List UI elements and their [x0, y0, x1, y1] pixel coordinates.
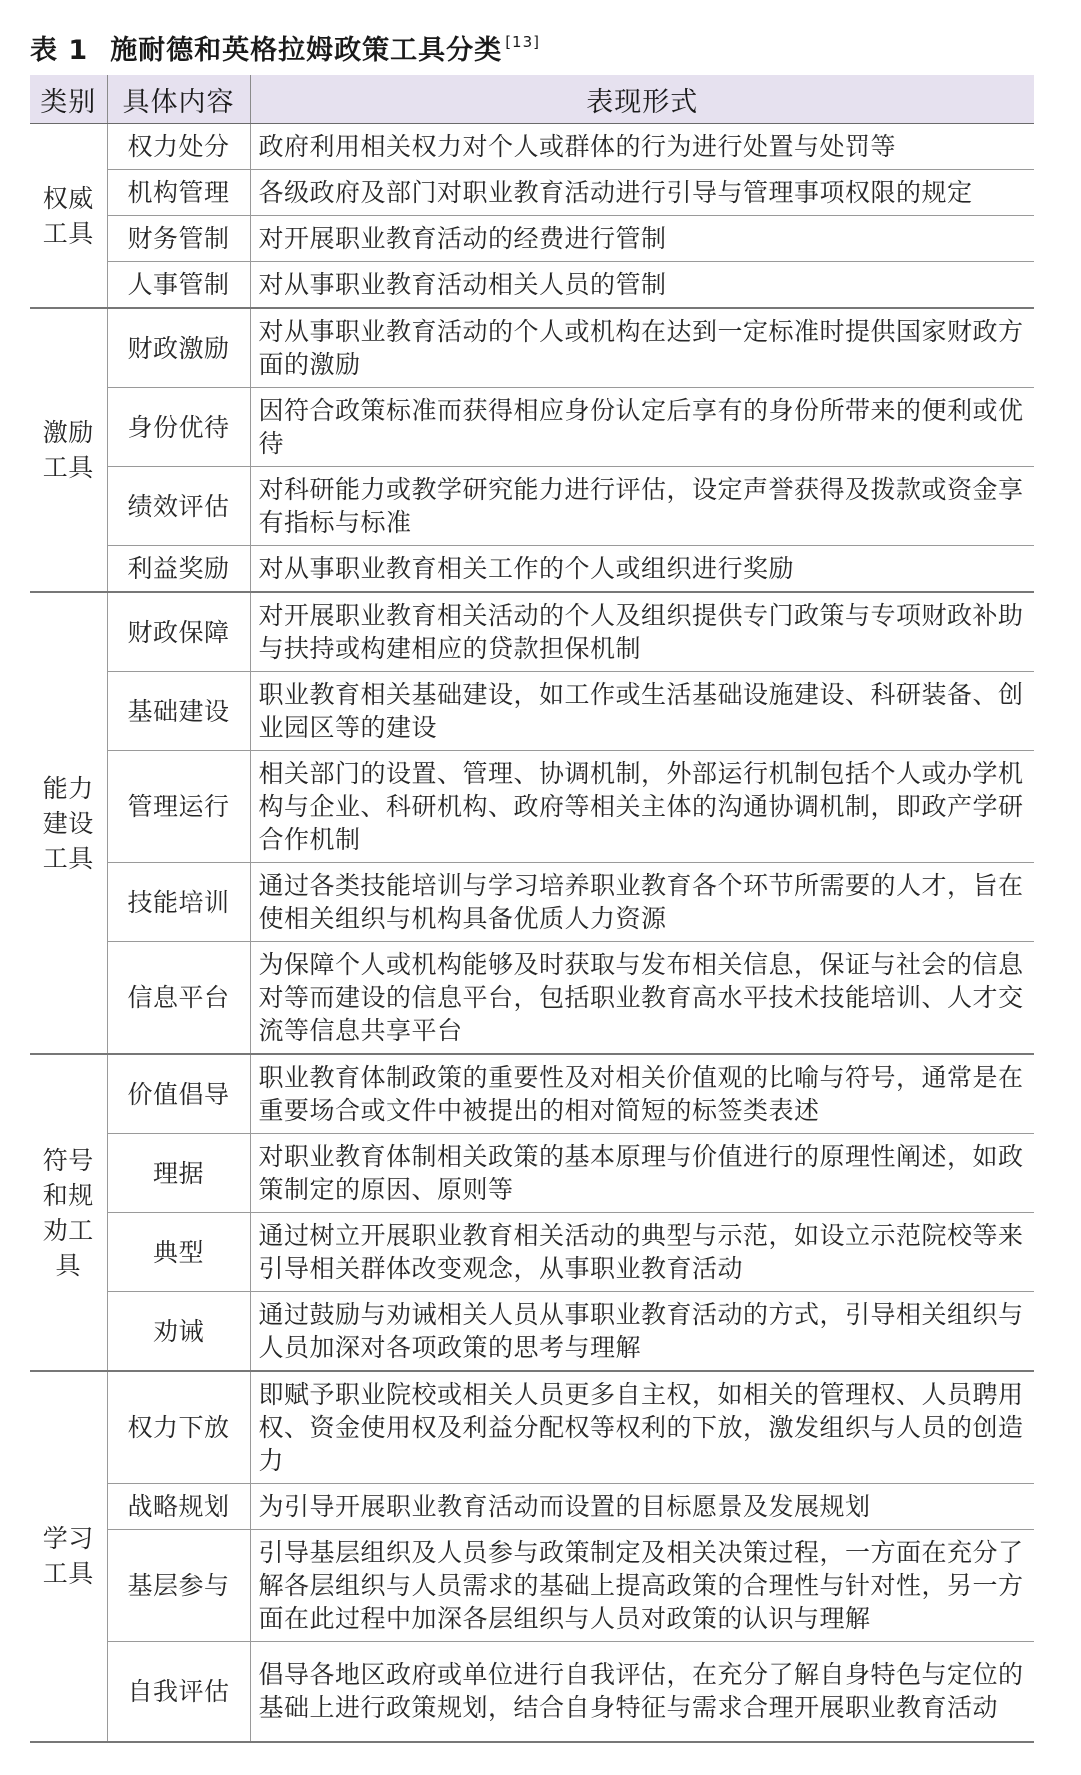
header-content: 具体内容 — [107, 75, 250, 124]
form-cell: 对职业教育体制相关政策的基本原理与价值进行的原理性阐述，如政策制定的原因、原则等 — [250, 1134, 1034, 1213]
category-cell: 符号和规劝工具 — [30, 1054, 107, 1371]
content-cell: 财政保障 — [107, 592, 250, 672]
table-row — [30, 1292, 1034, 1372]
table-row — [30, 1054, 1034, 1134]
category-cell: 激励工具 — [30, 308, 107, 592]
content-cell: 自我评估 — [107, 1642, 250, 1742]
table-row — [30, 1134, 1034, 1213]
form-cell: 为引导开展职业教育活动而设置的目标愿景及发展规划 — [250, 1484, 1034, 1530]
content-cell: 劝诫 — [107, 1292, 250, 1372]
table-caption — [30, 28, 540, 67]
content-cell: 价值倡导 — [107, 1054, 250, 1134]
form-cell: 政府利用相关权力对个人或群体的行为进行处置与处罚等 — [250, 124, 1034, 170]
header-form: 表现形式 — [250, 75, 1034, 124]
header-category: 类别 — [30, 75, 107, 124]
table-row — [30, 124, 1034, 170]
form-cell: 通过鼓励与劝诫相关人员从事职业教育活动的方式，引导相关组织与人员加深对各项政策的思考与理解 — [250, 1292, 1034, 1372]
form-cell: 对开展职业教育相关活动的个人及组织提供专门政策与专项财政补助与扶持或构建相应的贷款担保机制 — [250, 592, 1034, 672]
table-row — [30, 1642, 1034, 1742]
form-cell: 因符合政策标准而获得相应身份认定后享有的身份所带来的便利或优待 — [250, 388, 1034, 467]
form-cell: 即赋予职业院校或相关人员更多自主权，如相关的管理权、人员聘用权、资金使用权及利益分配权等权利的下放，激发组织与人员的创造力 — [250, 1371, 1034, 1484]
form-cell: 对从事职业教育活动的个人或机构在达到一定标准时提供国家财政方面的激励 — [250, 308, 1034, 388]
form-cell: 对开展职业教育活动的经费进行管制 — [250, 216, 1034, 262]
form-cell: 通过各类技能培训与学习培养职业教育各个环节所需要的人才，旨在使相关组织与机构具备优质人力资源 — [250, 863, 1034, 942]
category-cell: 权威工具 — [30, 124, 107, 309]
table-row — [30, 262, 1034, 309]
header-row — [30, 75, 1034, 124]
policy-tools-table — [30, 75, 1034, 1743]
content-cell: 机构管理 — [107, 170, 250, 216]
content-cell: 技能培训 — [107, 863, 250, 942]
content-cell: 战略规划 — [107, 1484, 250, 1530]
table-title: 施耐德和英格拉姆政策工具分类 — [110, 35, 503, 66]
table-row — [30, 170, 1034, 216]
table-row — [30, 216, 1034, 262]
table-row — [30, 863, 1034, 942]
content-cell: 信息平台 — [107, 942, 250, 1055]
content-cell: 绩效评估 — [107, 467, 250, 546]
form-cell: 对从事职业教育活动相关人员的管制 — [250, 262, 1034, 309]
table-row — [30, 592, 1034, 672]
form-cell: 倡导各地区政府或单位进行自我评估，在充分了解自身特色与定位的基础上进行政策规划，结合自身特征与需求合理开展职业教育活动 — [250, 1642, 1034, 1742]
table-row — [30, 308, 1034, 388]
table-body — [30, 124, 1034, 1742]
table-row — [30, 467, 1034, 546]
content-cell: 财务管制 — [107, 216, 250, 262]
content-cell: 管理运行 — [107, 751, 250, 863]
form-cell: 为保障个人或机构能够及时获取与发布相关信息，保证与社会的信息对等而建设的信息平台，包括职业教育高水平技术技能培训、人才交流等信息共享平台 — [250, 942, 1034, 1055]
table-number: 表 1 — [30, 35, 89, 66]
content-cell: 利益奖励 — [107, 546, 250, 593]
reference-marker: [13] — [505, 33, 540, 51]
content-cell: 权力处分 — [107, 124, 250, 170]
content-cell: 权力下放 — [107, 1371, 250, 1484]
form-cell: 对从事职业教育相关工作的个人或组织进行奖励 — [250, 546, 1034, 593]
table-header — [30, 75, 1034, 124]
content-cell: 理据 — [107, 1134, 250, 1213]
table-row — [30, 1371, 1034, 1484]
content-cell: 基层参与 — [107, 1530, 250, 1642]
content-cell: 身份优待 — [107, 388, 250, 467]
form-cell: 对科研能力或教学研究能力进行评估，设定声誉获得及拨款或资金享有指标与标准 — [250, 467, 1034, 546]
form-cell: 职业教育相关基础建设，如工作或生活基础设施建设、科研装备、创业园区等的建设 — [250, 672, 1034, 751]
table-row — [30, 942, 1034, 1055]
category-cell: 学习工具 — [30, 1371, 107, 1742]
table-row — [30, 388, 1034, 467]
table-row — [30, 751, 1034, 863]
form-cell: 职业教育体制政策的重要性及对相关价值观的比喻与符号，通常是在重要场合或文件中被提出的相对简短的标签类表述 — [250, 1054, 1034, 1134]
content-cell: 人事管制 — [107, 262, 250, 309]
form-cell: 各级政府及部门对职业教育活动进行引导与管理事项权限的规定 — [250, 170, 1034, 216]
table-row — [30, 1530, 1034, 1642]
table-row — [30, 1213, 1034, 1292]
category-cell: 能力建设工具 — [30, 592, 107, 1054]
content-cell: 财政激励 — [107, 308, 250, 388]
table-row — [30, 546, 1034, 593]
content-cell: 典型 — [107, 1213, 250, 1292]
table-row — [30, 1484, 1034, 1530]
form-cell: 通过树立开展职业教育相关活动的典型与示范，如设立示范院校等来引导相关群体改变观念，从事职业教育活动 — [250, 1213, 1034, 1292]
content-cell: 基础建设 — [107, 672, 250, 751]
form-cell: 相关部门的设置、管理、协调机制，外部运行机制包括个人或办学机构与企业、科研机构、政府等相关主体的沟通协调机制，即政产学研合作机制 — [250, 751, 1034, 863]
form-cell: 引导基层组织及人员参与政策制定及相关决策过程，一方面在充分了解各层组织与人员需求的基础上提高政策的合理性与针对性，另一方面在此过程中加深各层组织与人员对政策的认识与理解 — [250, 1530, 1034, 1642]
table-row — [30, 672, 1034, 751]
